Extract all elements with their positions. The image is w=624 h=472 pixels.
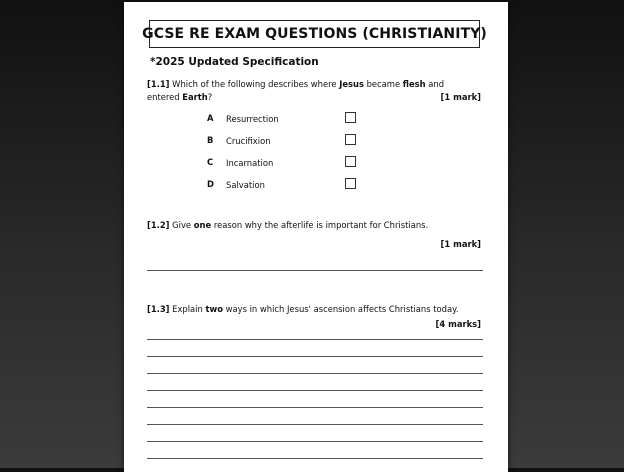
option-letter: A [207, 113, 214, 123]
option-text: Salvation [226, 180, 265, 190]
question-keyword: two [205, 304, 223, 314]
answer-line[interactable] [147, 458, 483, 459]
marks-label: [4 marks] [435, 319, 481, 329]
answer-line[interactable] [147, 270, 483, 271]
option-letter: C [207, 157, 214, 167]
option-a [207, 113, 367, 127]
option-text: Resurrection [226, 114, 279, 124]
answer-line[interactable] [147, 373, 483, 374]
question-number: [1.2] [147, 220, 170, 230]
specification-note: *2025 Updated Specification [150, 56, 319, 68]
question-keyword: Earth [182, 92, 208, 102]
option-c [207, 157, 367, 171]
question-1-1-line-2 [147, 91, 212, 103]
question-text: Which of the following describes where [169, 79, 340, 89]
question-text: ? [207, 92, 213, 102]
question-text: Give [169, 220, 194, 230]
question-keyword: one [193, 220, 212, 230]
question-text: reason why the afterlife is important for Christians. [211, 220, 429, 230]
marks-label: [1 mark] [440, 92, 481, 102]
question-text: entered [147, 92, 183, 102]
question-keyword: Jesus [339, 79, 364, 89]
question-text: ways in which Jesus' ascension affects Christians today. [222, 304, 459, 314]
answer-line[interactable] [147, 407, 483, 408]
question-text: became [363, 79, 403, 89]
answer-line[interactable] [147, 390, 483, 391]
page-title: GCSE RE EXAM QUESTIONS (CHRISTIANITY) [149, 20, 480, 48]
question-number: [1.1] [147, 79, 170, 89]
option-b [207, 135, 367, 149]
question-keyword: flesh [402, 79, 426, 89]
question-text: Explain [169, 304, 206, 314]
marks-label: [1 mark] [440, 239, 481, 249]
answer-checkbox[interactable] [345, 178, 356, 189]
option-text: Crucifixion [226, 136, 271, 146]
answer-line[interactable] [147, 356, 483, 357]
answer-line[interactable] [147, 424, 483, 425]
question-number: [1.3] [147, 304, 170, 314]
question-1-3 [147, 303, 459, 315]
question-1-2 [147, 219, 428, 231]
option-text: Incarnation [226, 158, 274, 168]
answer-checkbox[interactable] [345, 134, 356, 145]
option-letter: B [207, 135, 214, 145]
question-1-1-line-1 [147, 78, 444, 90]
option-letter: D [207, 179, 214, 189]
worksheet-page [124, 2, 508, 472]
answer-checkbox[interactable] [345, 156, 356, 167]
answer-line[interactable] [147, 339, 483, 340]
question-text: and [425, 79, 445, 89]
answer-line[interactable] [147, 441, 483, 442]
option-d [207, 179, 367, 193]
answer-checkbox[interactable] [345, 112, 356, 123]
